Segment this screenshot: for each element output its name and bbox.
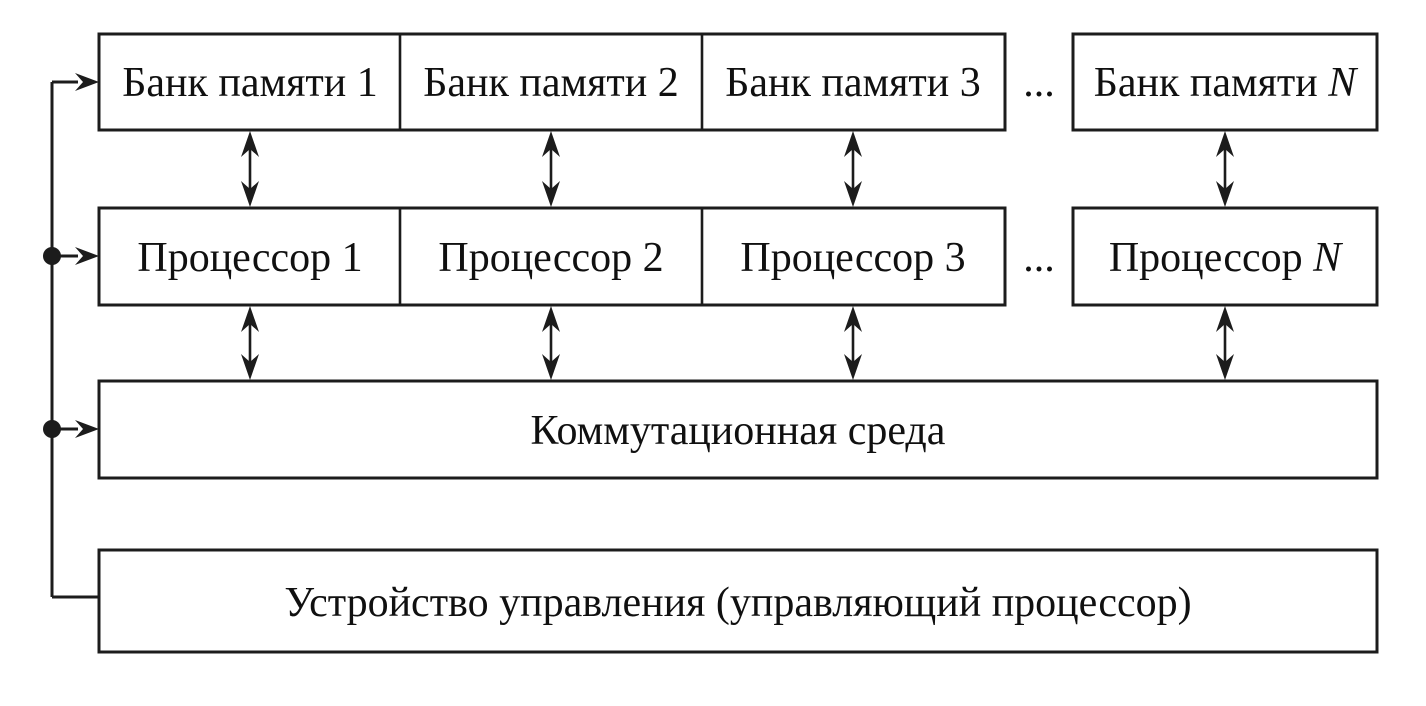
bidirectional-arrow-icon: [1216, 306, 1234, 380]
processor-switch-arrows: [241, 306, 1234, 380]
memory-bank-label-n: [1094, 60, 1359, 106]
control-unit-label: Устройство управления (управляющий процессор): [284, 580, 1192, 626]
bidirectional-arrow-icon: [542, 131, 560, 207]
memory-bank-label-n-suffix: N: [1328, 60, 1357, 106]
control-arrow-to-switch: [43, 420, 99, 438]
switching-medium-label: Коммутационная среда: [530, 408, 946, 454]
processor-label-n-suffix: N: [1313, 235, 1342, 281]
processor-row: [99, 208, 1377, 305]
switching-medium: [99, 381, 1377, 478]
right-arrow-icon: [75, 73, 99, 91]
processor-label-n-prefix: Процессор: [1108, 235, 1314, 281]
bidirectional-arrow-icon: [241, 131, 259, 207]
processor-label-2: Процессор 2: [438, 235, 664, 281]
memory-bank-label-2: Банк памяти 2: [423, 60, 679, 106]
memory-bank-label-3: Банк памяти 3: [725, 60, 981, 106]
control-unit: [99, 550, 1377, 652]
memory-row-ellipsis: ...: [1023, 60, 1055, 106]
memory-processor-arrows: [241, 131, 1234, 207]
processor-label-n: [1109, 235, 1343, 281]
bidirectional-arrow-icon: [844, 306, 862, 380]
processor-row-ellipsis: ...: [1023, 235, 1055, 281]
memory-bank-row: [99, 34, 1377, 130]
memory-bank-label-n-prefix: Банк памяти: [1093, 60, 1329, 106]
memory-bank-label-1: Банк памяти 1: [122, 60, 378, 106]
control-arrow-to-memory: [52, 73, 99, 91]
right-arrow-icon: [75, 420, 99, 438]
control-arrow-to-processors: [43, 247, 99, 265]
processor-label-3: Процессор 3: [740, 235, 966, 281]
bidirectional-arrow-icon: [844, 131, 862, 207]
bidirectional-arrow-icon: [241, 306, 259, 380]
control-bus: [43, 73, 100, 597]
right-arrow-icon: [75, 247, 99, 265]
processor-label-1: Процессор 1: [137, 235, 363, 281]
bidirectional-arrow-icon: [542, 306, 560, 380]
bidirectional-arrow-icon: [1216, 131, 1234, 207]
